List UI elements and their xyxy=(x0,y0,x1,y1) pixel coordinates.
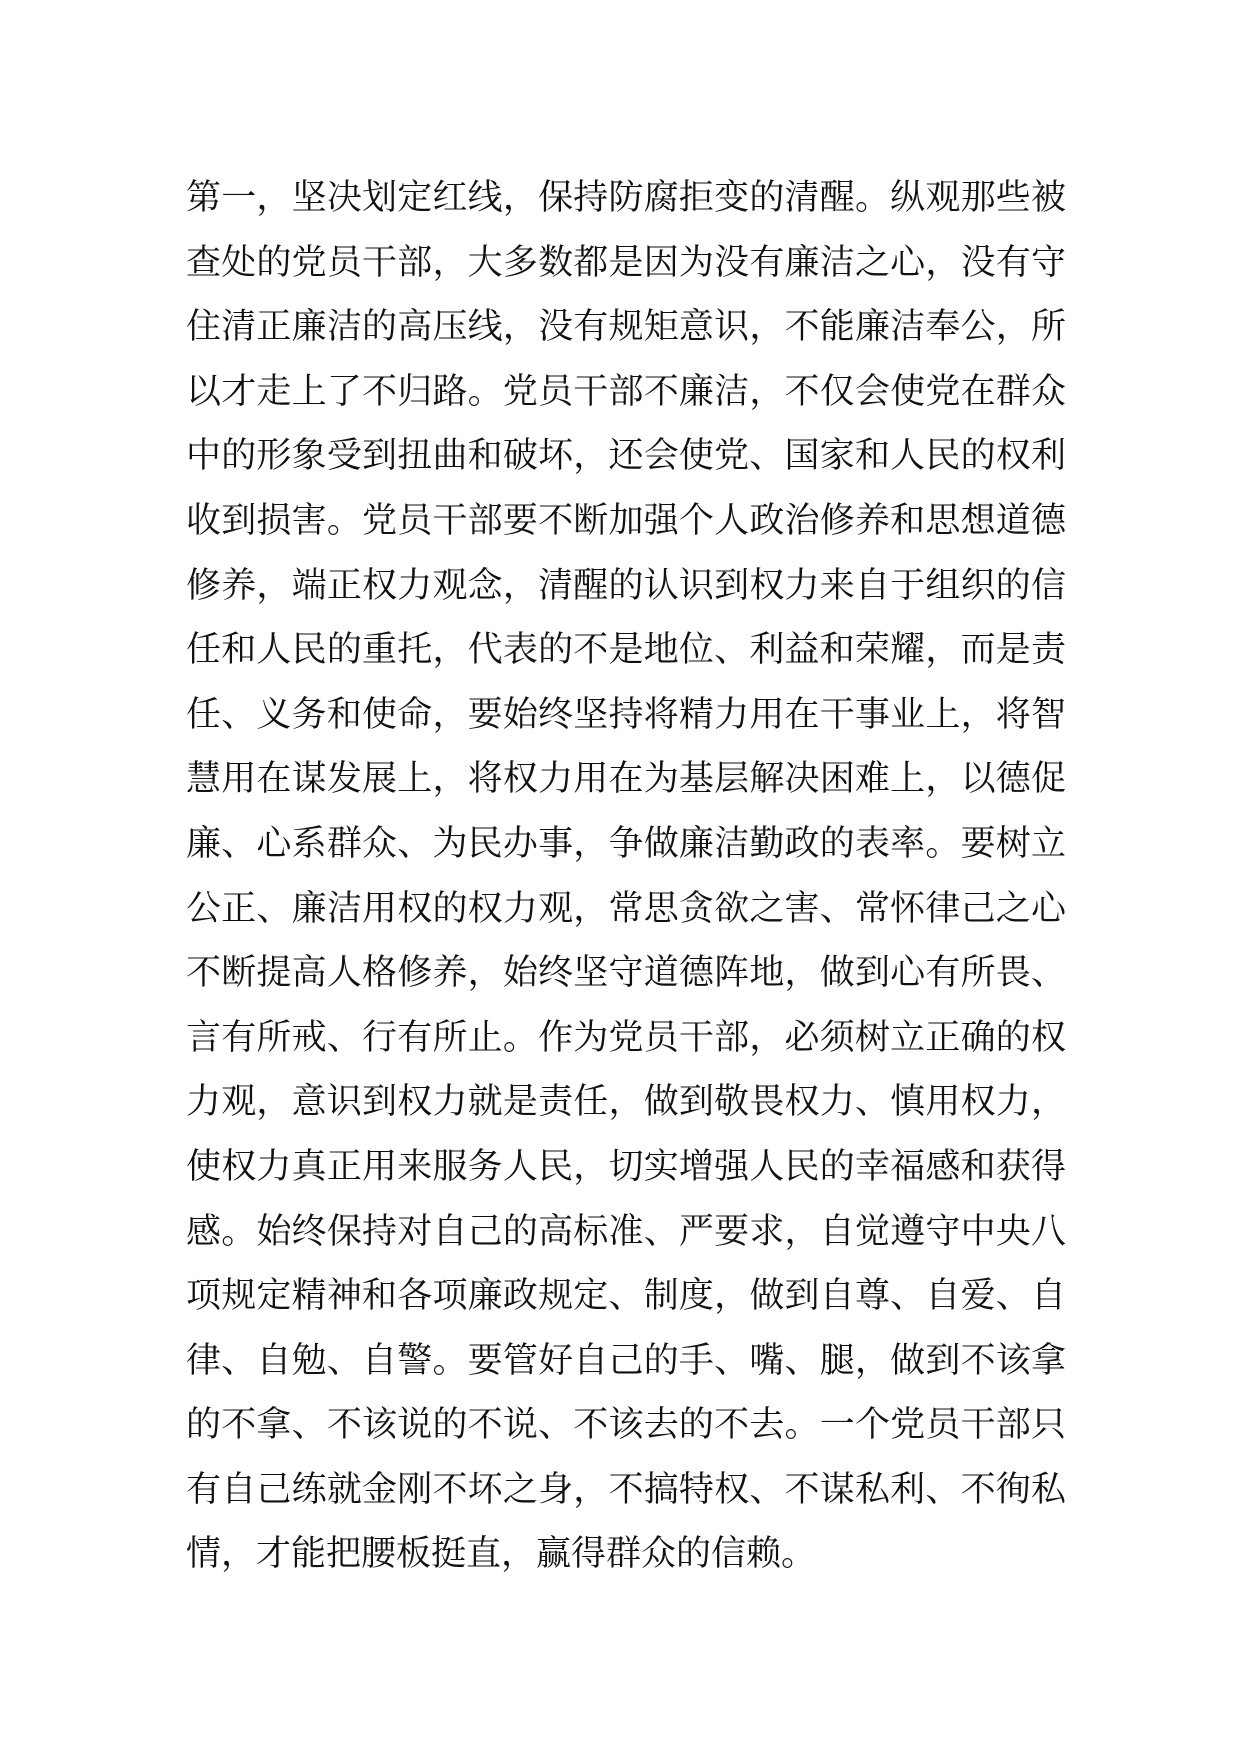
text-line-16: 使权力真正用来服务人民，切实增强人民的幸福感和获得 xyxy=(186,1146,1066,1187)
text-line-13: 不断提高人格修养，始终坚守道德阵地，做到心有所畏、 xyxy=(186,953,1066,994)
text-line-17: 感。始终保持对自己的高标准、严要求，自觉遵守中央八 xyxy=(186,1211,1066,1252)
text-line-9: 任、义务和使命，要始终坚持将精力用在干事业上，将智 xyxy=(186,694,1066,735)
text-line-4: 以才走上了不归路。党员干部不廉洁，不仅会使党在群众 xyxy=(186,371,1066,412)
text-line-5: 中的形象受到扭曲和破坏，还会使党、国家和人民的权利 xyxy=(186,436,1066,477)
text-line-10: 慧用在谋发展上，将权力用在为基层解决困难上，以德促 xyxy=(186,759,1066,800)
text-line-14: 言有所戒、行有所止。作为党员干部，必须树立正确的权 xyxy=(186,1017,1066,1058)
text-line-1: 第一，坚决划定红线，保持防腐拒变的清醒。纵观那些被 xyxy=(186,178,1066,218)
text-line-19: 律、自勉、自警。要管好自己的手、嘴、腿，做到不该拿 xyxy=(186,1340,1066,1381)
text-line-11: 廉、心系群众、为民办事，争做廉洁勤政的表率。要树立 xyxy=(186,823,1066,864)
text-line-20: 的不拿、不该说的不说、不该去的不去。一个党员干部只 xyxy=(186,1405,1066,1446)
text-line-7: 修养，端正权力观念，清醒的认识到权力来自于组织的信 xyxy=(186,565,1066,606)
text-line-12: 公正、廉洁用权的权力观，常思贪欲之害、常怀律己之心 xyxy=(186,888,1066,929)
document-body xyxy=(186,166,1066,1587)
text-line-15: 力观，意识到权力就是责任，做到敬畏权力、慎用权力， xyxy=(186,1082,1066,1123)
text-line-3: 住清正廉洁的高压线，没有规矩意识，不能廉洁奉公，所 xyxy=(186,307,1066,348)
text-line-22: 情，才能把腰板挺直，赢得群众的信赖。 xyxy=(186,1534,817,1575)
text-line-2: 查处的党员干部，大多数都是因为没有廉洁之心，没有守 xyxy=(186,242,1066,283)
text-line-18: 项规定精神和各项廉政规定、制度，做到自尊、自爱、自 xyxy=(186,1276,1066,1317)
text-line-21: 有自己练就金刚不坏之身，不搞特权、不谋私利、不徇私 xyxy=(186,1469,1066,1510)
text-line-6: 收到损害。党员干部要不断加强个人政治修养和思想道德 xyxy=(186,500,1066,541)
text-line-8: 任和人民的重托，代表的不是地位、利益和荣耀，而是责 xyxy=(186,630,1066,671)
